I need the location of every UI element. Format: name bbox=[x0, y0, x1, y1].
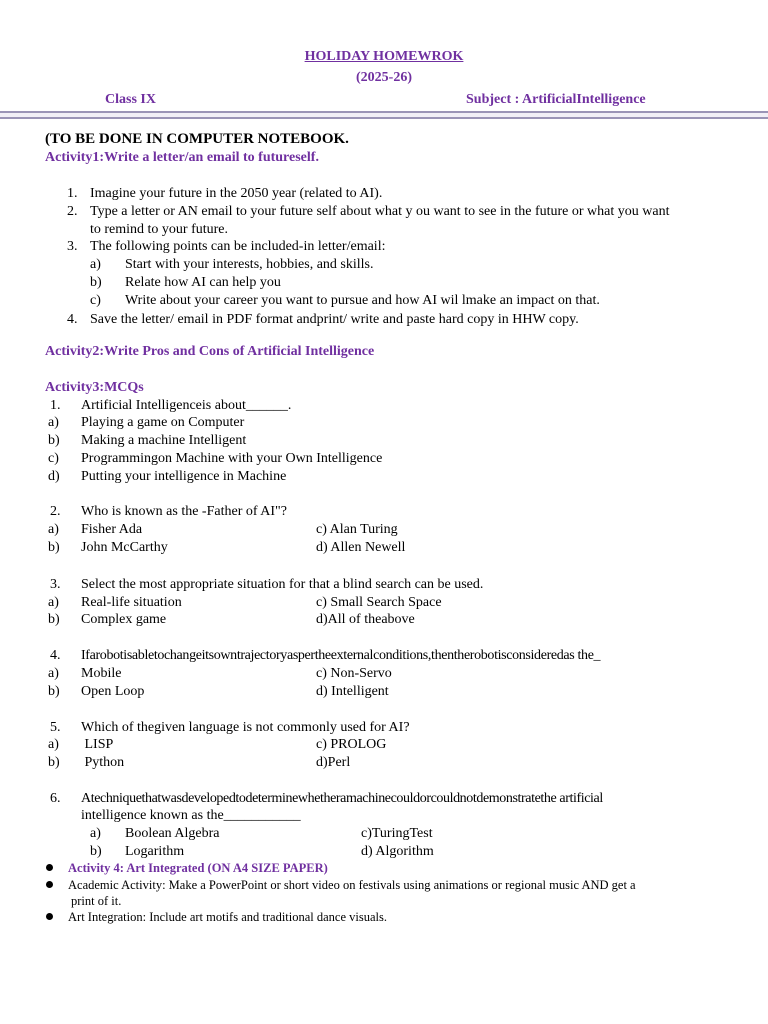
question-number: 3. bbox=[50, 577, 61, 592]
list-item: The following points can be included-in letter/email: bbox=[90, 239, 386, 254]
sub-item: Relate how AI can help you bbox=[125, 275, 281, 290]
option-letter: a) bbox=[48, 595, 59, 610]
sub-item: Start with your interests, hobbies, and skills. bbox=[125, 257, 374, 272]
bullet-icon bbox=[46, 864, 53, 871]
sub-item: Write about your career you want to pursue and how AI wil lmake an impact on that. bbox=[125, 293, 600, 308]
list-item: Imagine your future in the 2050 year (related to AI). bbox=[90, 186, 383, 201]
option-letter: b) bbox=[48, 755, 60, 770]
option-text: c) Non-Servo bbox=[316, 666, 392, 681]
option-text: Complex game bbox=[81, 612, 167, 627]
option-text: Mobile bbox=[81, 666, 122, 681]
activity2-heading: Activity2:Write Pros and Cons of Artificial Intelligence bbox=[45, 344, 375, 359]
sub-letter: c) bbox=[90, 293, 101, 308]
option-letter: a) bbox=[48, 737, 59, 752]
option-text: Boolean Algebra bbox=[125, 826, 220, 841]
activity3-heading: Activity3:MCQs bbox=[45, 380, 144, 395]
question-number: 5. bbox=[50, 720, 61, 735]
option-text: Programmingon Machine with your Own Intelligence bbox=[81, 451, 383, 466]
option-text: Fisher Ada bbox=[81, 522, 143, 537]
question-text: Artificial Intelligenceis about______. bbox=[81, 398, 292, 413]
option-text: Real-life situation bbox=[81, 595, 182, 610]
instruction-text: (TO BE DONE IN COMPUTER NOTEBOOK. bbox=[45, 131, 349, 147]
option-letter: a) bbox=[48, 522, 59, 537]
option-letter: a) bbox=[90, 826, 101, 841]
header-divider bbox=[0, 111, 768, 119]
class-label: Class IX bbox=[105, 92, 156, 107]
option-text: d) Algorithm bbox=[361, 844, 434, 859]
list-number: 1. bbox=[67, 186, 78, 201]
question-number: 4. bbox=[50, 648, 61, 663]
session-year: (2025-26) bbox=[356, 70, 412, 85]
question-text: Who is known as the -Father of AI"? bbox=[81, 504, 287, 519]
bullet-text: Art Integration: Include art motifs and traditional dance visuals. bbox=[68, 910, 388, 924]
option-letter: b) bbox=[90, 844, 102, 859]
option-text: d) Allen Newell bbox=[316, 540, 406, 555]
question-number: 1. bbox=[50, 398, 61, 413]
list-number: 4. bbox=[67, 312, 78, 327]
list-item-continued: to remind to your future. bbox=[90, 222, 229, 237]
option-text: Logarithm bbox=[125, 844, 185, 859]
question-text: Which of thegiven language is not commonly used for AI? bbox=[81, 720, 410, 735]
option-text: Python bbox=[81, 755, 125, 770]
option-letter: b) bbox=[48, 433, 60, 448]
activity1-heading: Activity1:Write a letter/an email to futureself. bbox=[45, 150, 319, 165]
option-text: c) Small Search Space bbox=[316, 595, 442, 610]
question-number: 6. bbox=[50, 791, 61, 806]
list-number: 2. bbox=[67, 204, 78, 219]
bullet-icon bbox=[46, 881, 53, 888]
question-text: Ifarobotisabletochangeitsowntrajectoryaspertheexternalconditions,thentherobotisconsideredas the_ bbox=[81, 648, 601, 663]
list-item: Save the letter/ email in PDF format andprint/ write and paste hard copy in HHW copy. bbox=[90, 312, 579, 327]
option-letter: c) bbox=[48, 451, 59, 466]
option-text: LISP bbox=[81, 737, 114, 752]
document-title: HOLIDAY HOMEWROK bbox=[304, 49, 464, 64]
bullet-text: Academic Activity: Make a PowerPoint or short video on festivals using animations or regional music AND get a bbox=[68, 878, 636, 892]
option-text: d)All of theabove bbox=[316, 612, 415, 627]
option-letter: b) bbox=[48, 540, 60, 555]
option-letter: b) bbox=[48, 612, 60, 627]
option-text: d) Intelligent bbox=[316, 684, 389, 699]
option-letter: a) bbox=[48, 415, 59, 430]
option-letter: d) bbox=[48, 469, 60, 484]
activity4-heading: Activity 4: Art Integrated (ON A4 SIZE PAPER) bbox=[68, 861, 328, 875]
sub-letter: a) bbox=[90, 257, 101, 272]
option-text: Open Loop bbox=[81, 684, 145, 699]
bullet-text-continued: print of it. bbox=[71, 894, 122, 908]
question-text-continued: intelligence known as the___________ bbox=[81, 808, 301, 823]
option-text: Making a machine Intelligent bbox=[81, 433, 247, 448]
subject-label: Subject : ArtificialIntelligence bbox=[466, 92, 646, 107]
option-text: c) Alan Turing bbox=[316, 522, 398, 537]
option-letter: a) bbox=[48, 666, 59, 681]
option-text: c) PROLOG bbox=[316, 737, 387, 752]
option-text: John McCarthy bbox=[81, 540, 168, 555]
sub-letter: b) bbox=[90, 275, 102, 290]
question-text: Select the most appropriate situation for that a blind search can be used. bbox=[81, 577, 484, 592]
list-item: Type a letter or AN email to your future self about what y ou want to see in the future or what you want bbox=[90, 204, 670, 219]
question-number: 2. bbox=[50, 504, 61, 519]
option-letter: b) bbox=[48, 684, 60, 699]
option-text: d)Perl bbox=[316, 755, 351, 770]
bullet-icon bbox=[46, 913, 53, 920]
option-text: Playing a game on Computer bbox=[81, 415, 245, 430]
question-text: Atechniquethatwasdevelopedtodeterminewhetheramachinecouldorcouldnotdemonstratethe artificial bbox=[81, 791, 603, 806]
list-number: 3. bbox=[67, 239, 78, 254]
option-text: Putting your intelligence in Machine bbox=[81, 469, 287, 484]
option-text: c)TuringTest bbox=[361, 826, 433, 841]
